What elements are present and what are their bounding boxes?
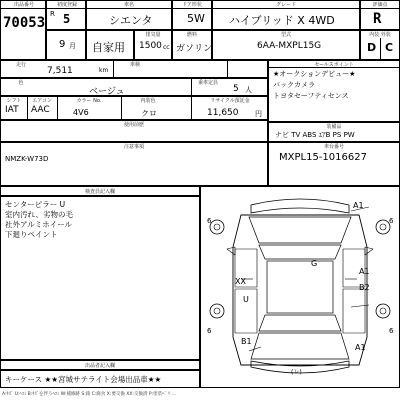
mark-6-rear-right: 6 [389,327,394,335]
tire-rear-right-icon [376,304,390,318]
tire-rear-left-icon [210,304,224,318]
displacement-cell [134,30,172,60]
salesman-note: キーケース ★★宮城サテライト会場出品車★★ [5,375,162,384]
grade-divider [380,38,381,60]
grade-value: ハイブリッド X 4WD [229,14,335,27]
score-cell [360,0,400,30]
sales-point-3: トヨタセーフティセンス [273,92,349,100]
equipment-label: 装備品 [326,124,342,129]
sales-point-2: バックカメラ [273,81,315,89]
sales-points-box [268,60,400,122]
tire-front-right-icon [376,220,390,234]
owner-history-label: 使用前歴 [123,122,144,127]
capacity-unit: 人 [245,86,252,94]
year-cell [46,0,86,30]
fuel-cell [172,30,212,60]
notes-box [0,142,268,186]
mileage-value: 7,511 [47,66,73,76]
inspector-note-3: 社外アルミホイール [5,220,73,229]
mark-u: U [243,295,249,304]
interior-exterior-cell [360,30,400,60]
era-mark: R [50,10,55,18]
lot-number: 70053 [3,15,46,31]
month-unit: 月 [69,42,76,50]
mileage-row [0,60,268,78]
mark-a1-right: A1 [359,267,370,276]
doors-cell [172,0,212,30]
footer-legend-text: A:ｷｽﾞ U:ﾍｺﾐ B:ｷｽﾞを伴うﾍｺﾐ W:補修跡 S:錆 C:腐食 X:要交換 XX:交換済 P:塗装ﾍﾞ ﾘ ... [2,392,177,397]
recycle-label: リサイクル預託金 [210,98,250,103]
mark-6-front-right: 6 [389,217,394,225]
year-value: 5 [63,12,71,26]
fuel-label: 燃料 [186,32,197,38]
inspector-note-1: センターピラー U [5,200,66,209]
mark-b2: B2 [359,283,370,292]
grade-label: グレード [213,1,359,9]
interior-exterior-label: 内装 外装 [369,32,391,38]
inspector-note-2: 室内汚れ、劣物の毛 [5,210,73,219]
inspector-notes-box [0,196,200,360]
mark-6-rear-left: 6 [207,327,212,335]
score-label: 評価点 [361,1,399,9]
inspection-label: 車検 [129,62,140,67]
inspector-notes-header [0,186,200,196]
interior-grade: D [367,41,377,54]
shift-label: シフト [6,98,22,103]
equipment-value: ナビ TV ABS ｴｱB PS PW [275,131,355,139]
shift-value: IAT [5,105,19,115]
car-name-label: 車名 [87,1,171,9]
chassis-no-label: 車台番号 [323,144,344,149]
recycle-unit: 円 [255,110,262,118]
color-code: 4V6 [73,108,89,117]
inspector-notes-label: 検査員記入欄 [84,189,115,194]
ac-value: AAC [31,105,50,115]
month-value: 9 [59,39,66,50]
car-name-cell [86,0,172,30]
capacity-value: 5 [233,84,239,94]
year-label: 初度登録 [47,1,87,9]
shift-row [0,96,268,120]
displacement-value: 1500 [139,41,162,51]
recycle-value: 11,650 [207,108,239,118]
car-diagram-box [200,186,400,388]
owner-history-row [0,120,268,142]
mileage-unit: km [99,67,109,74]
chassis-box [268,142,400,186]
doors-value: 5W [187,12,205,25]
doors-label: ドア形状 [173,1,211,9]
score-value: R [373,11,382,27]
sales-point-1: ★オークションデビュー★ [273,70,356,78]
mark-xx: XX [235,277,246,286]
sales-points-label: セールスポイント [269,61,399,68]
salesman-notes-header [0,360,200,370]
lot-number-label: 出品番号 [1,1,47,9]
ac-label: エアコン [32,98,52,103]
grade-cell [212,0,360,30]
mark-a1-bottom: A1 [355,343,366,352]
displacement-unit: cc [163,44,170,51]
color-row [0,78,268,96]
inspector-note-4: 下廻りペイント [5,230,58,239]
lot-number-cell [0,0,46,60]
salesman-notes-label: 出品者記入欄 [84,363,115,368]
exterior-grade: C [385,41,394,54]
usage-cell [86,30,134,60]
mark-6-front-left: 6 [207,217,212,225]
interior-color: クロ [141,109,157,118]
color-no-label: カラー No. [76,98,102,103]
tire-front-left-icon [210,220,224,234]
model-code: 6AA-MXPL15G [257,41,322,51]
mileage-label: 走行 [15,62,26,67]
salesman-notes-box [0,370,200,388]
chassis-label-code: NMZK-W73D [5,155,49,163]
mark-g: G [311,259,318,268]
interior-color-label: 内装色 [140,98,156,103]
displacement-label: 排気量 [145,32,161,38]
month-cell [46,30,86,60]
notes-label: 注意事項 [123,144,144,149]
mark-a1-top: A1 [353,201,364,210]
color-name: ベージュ [89,87,125,97]
chassis-number: MXPL15-1016627 [279,152,367,163]
equipment-box [268,122,400,142]
mark-rear: (レ) [291,369,302,376]
capacity-label: 乗車定員 [197,80,218,85]
car-name: シエンタ [109,14,153,27]
footer-legend [0,390,400,400]
model-label: 型式 [280,32,291,38]
model-cell [212,30,360,60]
fuel-value: ガソリン [176,44,213,54]
mark-b1: B1 [241,337,252,346]
color-label: 色 [18,80,24,85]
usage-value: 自家用 [92,41,125,54]
